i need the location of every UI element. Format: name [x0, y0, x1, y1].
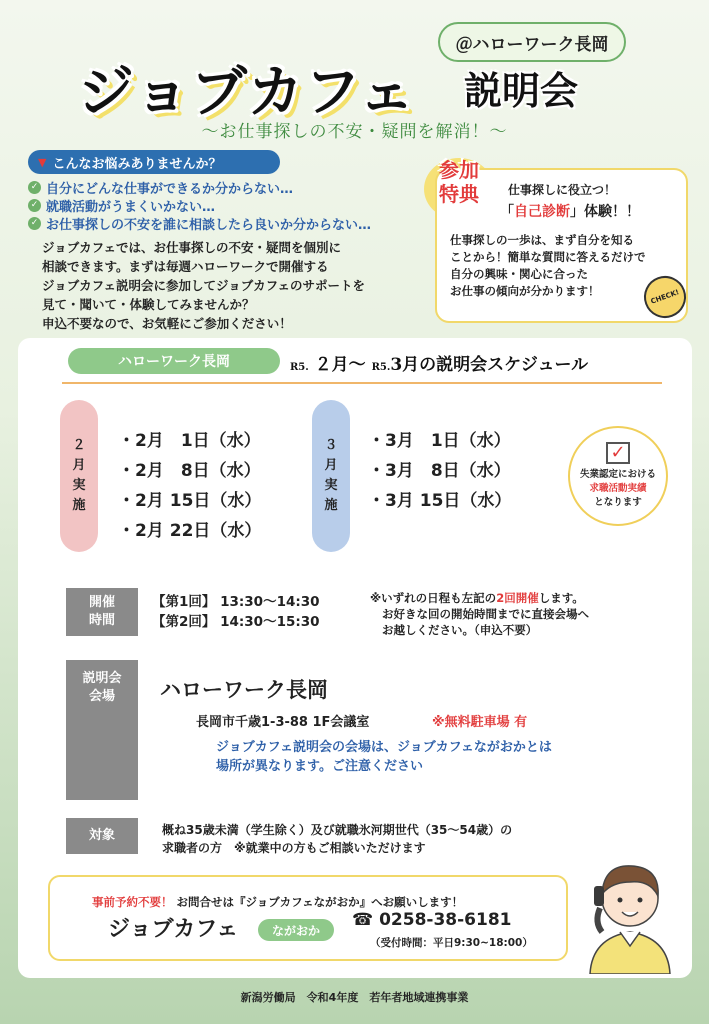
label-line: 説明会	[82, 671, 122, 686]
bonus-body-line: 自分の興味・関心に合った	[450, 267, 588, 281]
target-text	[162, 821, 622, 857]
warning-line: ジョブカフェ説明会の会場は、ジョブカフェながおかとは	[216, 740, 552, 755]
note-line: お越しください。（申込不要）	[382, 623, 538, 637]
note-pre: ※いずれの日程も左記の	[370, 591, 497, 605]
venue-name: ハローワーク長岡	[160, 678, 328, 702]
certification-badge	[568, 426, 668, 526]
date-item: ・2月 1日（水）	[118, 431, 261, 451]
march-dates	[368, 426, 511, 516]
schedule-title	[290, 350, 588, 375]
bonus-body-line: お仕事の傾向が分かります！	[450, 284, 600, 298]
venue-label	[66, 660, 138, 800]
date-item: ・2月 22日（水）	[118, 521, 262, 541]
check-hand-icon: CHECK!	[638, 270, 692, 324]
venue-address: 長岡市千歳1-3-88 1F会議室	[196, 715, 370, 730]
warning-line: 場所が異なります。ご注意ください	[216, 759, 423, 774]
bonus-line2-pre: 「	[500, 204, 514, 220]
brand-logo: ジョブカフェ	[108, 917, 239, 942]
contact-hours: （受付時間：平日9:30~18:00）	[370, 937, 533, 949]
bonus-body-line: 仕事探しの一歩は、まず自分を知る	[450, 233, 634, 247]
worry-text: お仕事探しの不安を誰に相談したら良いか分からない…	[46, 217, 372, 233]
date-item: ・3月 1日（水）	[368, 431, 511, 451]
label-line: 時間	[88, 613, 115, 628]
label-line: 開催	[88, 595, 115, 610]
intro-line: 見て・聞いて・体験してみませんか？	[42, 297, 255, 312]
march-pill	[312, 400, 350, 552]
title-rest: 3月の説明会スケジュール	[390, 355, 589, 375]
cert-line: 失業認定における	[579, 469, 656, 480]
session-item: 【第1回】 13:30～14:30	[152, 594, 320, 610]
phone-number[interactable]: ☎ 0258-38-6181	[352, 910, 512, 930]
list-item	[28, 196, 438, 214]
intro-line: ジョブカフェでは、お仕事探しの不安・疑問を個別に	[42, 240, 342, 255]
pill-char: 月	[72, 458, 86, 473]
note-post: します。	[538, 591, 584, 605]
footer: 新潟労働局 令和4年度 若年者地域連携事業	[240, 991, 469, 1004]
bonus-badge-line: 特典	[439, 182, 479, 206]
worries-list	[28, 178, 438, 232]
time-label	[66, 588, 138, 636]
worry-text: 自分にどんな仕事ができるか分からない…	[46, 181, 294, 197]
checkbox-icon: ✓	[606, 442, 630, 464]
brand-sub: ながおか	[258, 919, 334, 941]
pill-char: 実	[72, 478, 86, 493]
venue-parking: ※無料駐車場 有	[432, 715, 528, 730]
contact-red: 事前予約不要！	[92, 895, 173, 909]
contact-rest: お問合せは『ジョブカフェながおか』へお願いします！	[176, 895, 464, 909]
title-era: R5.	[371, 362, 391, 373]
venue-warning	[216, 738, 646, 776]
note-line: お好きな回の開始時間までに直接会場へ	[382, 607, 589, 621]
divider	[62, 382, 662, 384]
title-era: R5.	[290, 362, 309, 373]
pill-char: ３	[324, 438, 338, 453]
pill-char: 施	[72, 498, 86, 513]
date-item: ・3月 8日（水）	[368, 461, 511, 481]
bonus-line1: 仕事探しに役立つ！	[508, 183, 617, 197]
target-line: 概ね35歳未満（学生除く）及び就職氷河期世代（35～54歳）の	[162, 823, 513, 837]
bonus-badge	[424, 158, 494, 220]
note-red: 2回開催	[496, 591, 539, 605]
target-label: 対象	[66, 818, 138, 854]
cert-line: となります	[594, 497, 642, 508]
bonus-badge-line: 参加	[439, 158, 479, 182]
label-line: 会場	[88, 689, 115, 704]
intro-line: 相談できます。まずは毎週ハローワークで開催する	[42, 259, 329, 274]
bonus-line2-post: 」体験！！	[570, 204, 640, 220]
person-phone-illustration	[580, 846, 680, 974]
title-month: ２月～	[314, 355, 366, 375]
bonus-line2	[500, 201, 640, 221]
target-line: 求職者の方 ※就業中の方もご相談いただけます	[162, 841, 426, 855]
list-item	[28, 178, 438, 196]
session-item: 【第2回】 14:30～15:30	[152, 614, 320, 630]
title-sub: 説明会	[464, 69, 579, 113]
bonus-body-line: ことから！簡単な質問に答えるだけで	[450, 250, 646, 264]
worries-heading-text: こんなお悩みありませんか？	[52, 156, 222, 172]
check-icon: ✓	[28, 181, 41, 194]
list-item	[28, 214, 438, 232]
february-dates	[118, 426, 261, 546]
worries-heading	[28, 150, 280, 174]
bonus-line2-red: 自己診断	[514, 204, 570, 220]
intro-line: ジョブカフェ説明会に参加してジョブカフェのサポートを	[42, 278, 366, 293]
pill-char: 実	[324, 478, 338, 493]
schedule-tag: ハローワーク長岡	[68, 348, 280, 374]
pill-char: 月	[324, 458, 338, 473]
worry-text: 就職活動がうまくいかない…	[46, 199, 216, 215]
triangle-down-icon: ▼	[38, 155, 47, 169]
intro-text	[42, 238, 432, 333]
date-item: ・2月 8日（水）	[118, 461, 261, 481]
february-pill	[60, 400, 98, 552]
title-main: ジョブカフェ	[78, 60, 416, 125]
tagline: ～お仕事探しの不安・疑問を解消！～	[201, 122, 508, 142]
date-item: ・2月 15日（水）	[118, 491, 262, 511]
date-item: ・3月 15日（水）	[368, 491, 512, 511]
contact-line	[92, 894, 463, 910]
check-icon: ✓	[28, 199, 41, 212]
intro-line: 申込不要なので、お気軽にご参加ください！	[42, 316, 292, 331]
time-note	[370, 590, 660, 638]
pill-char: 施	[324, 498, 338, 513]
pill-char: ２	[72, 438, 86, 453]
check-icon: ✓	[28, 217, 41, 230]
venue-tag: ＠ハローワーク長岡	[438, 22, 626, 62]
sessions	[152, 592, 320, 632]
cert-line: 求職活動実績	[589, 483, 647, 494]
